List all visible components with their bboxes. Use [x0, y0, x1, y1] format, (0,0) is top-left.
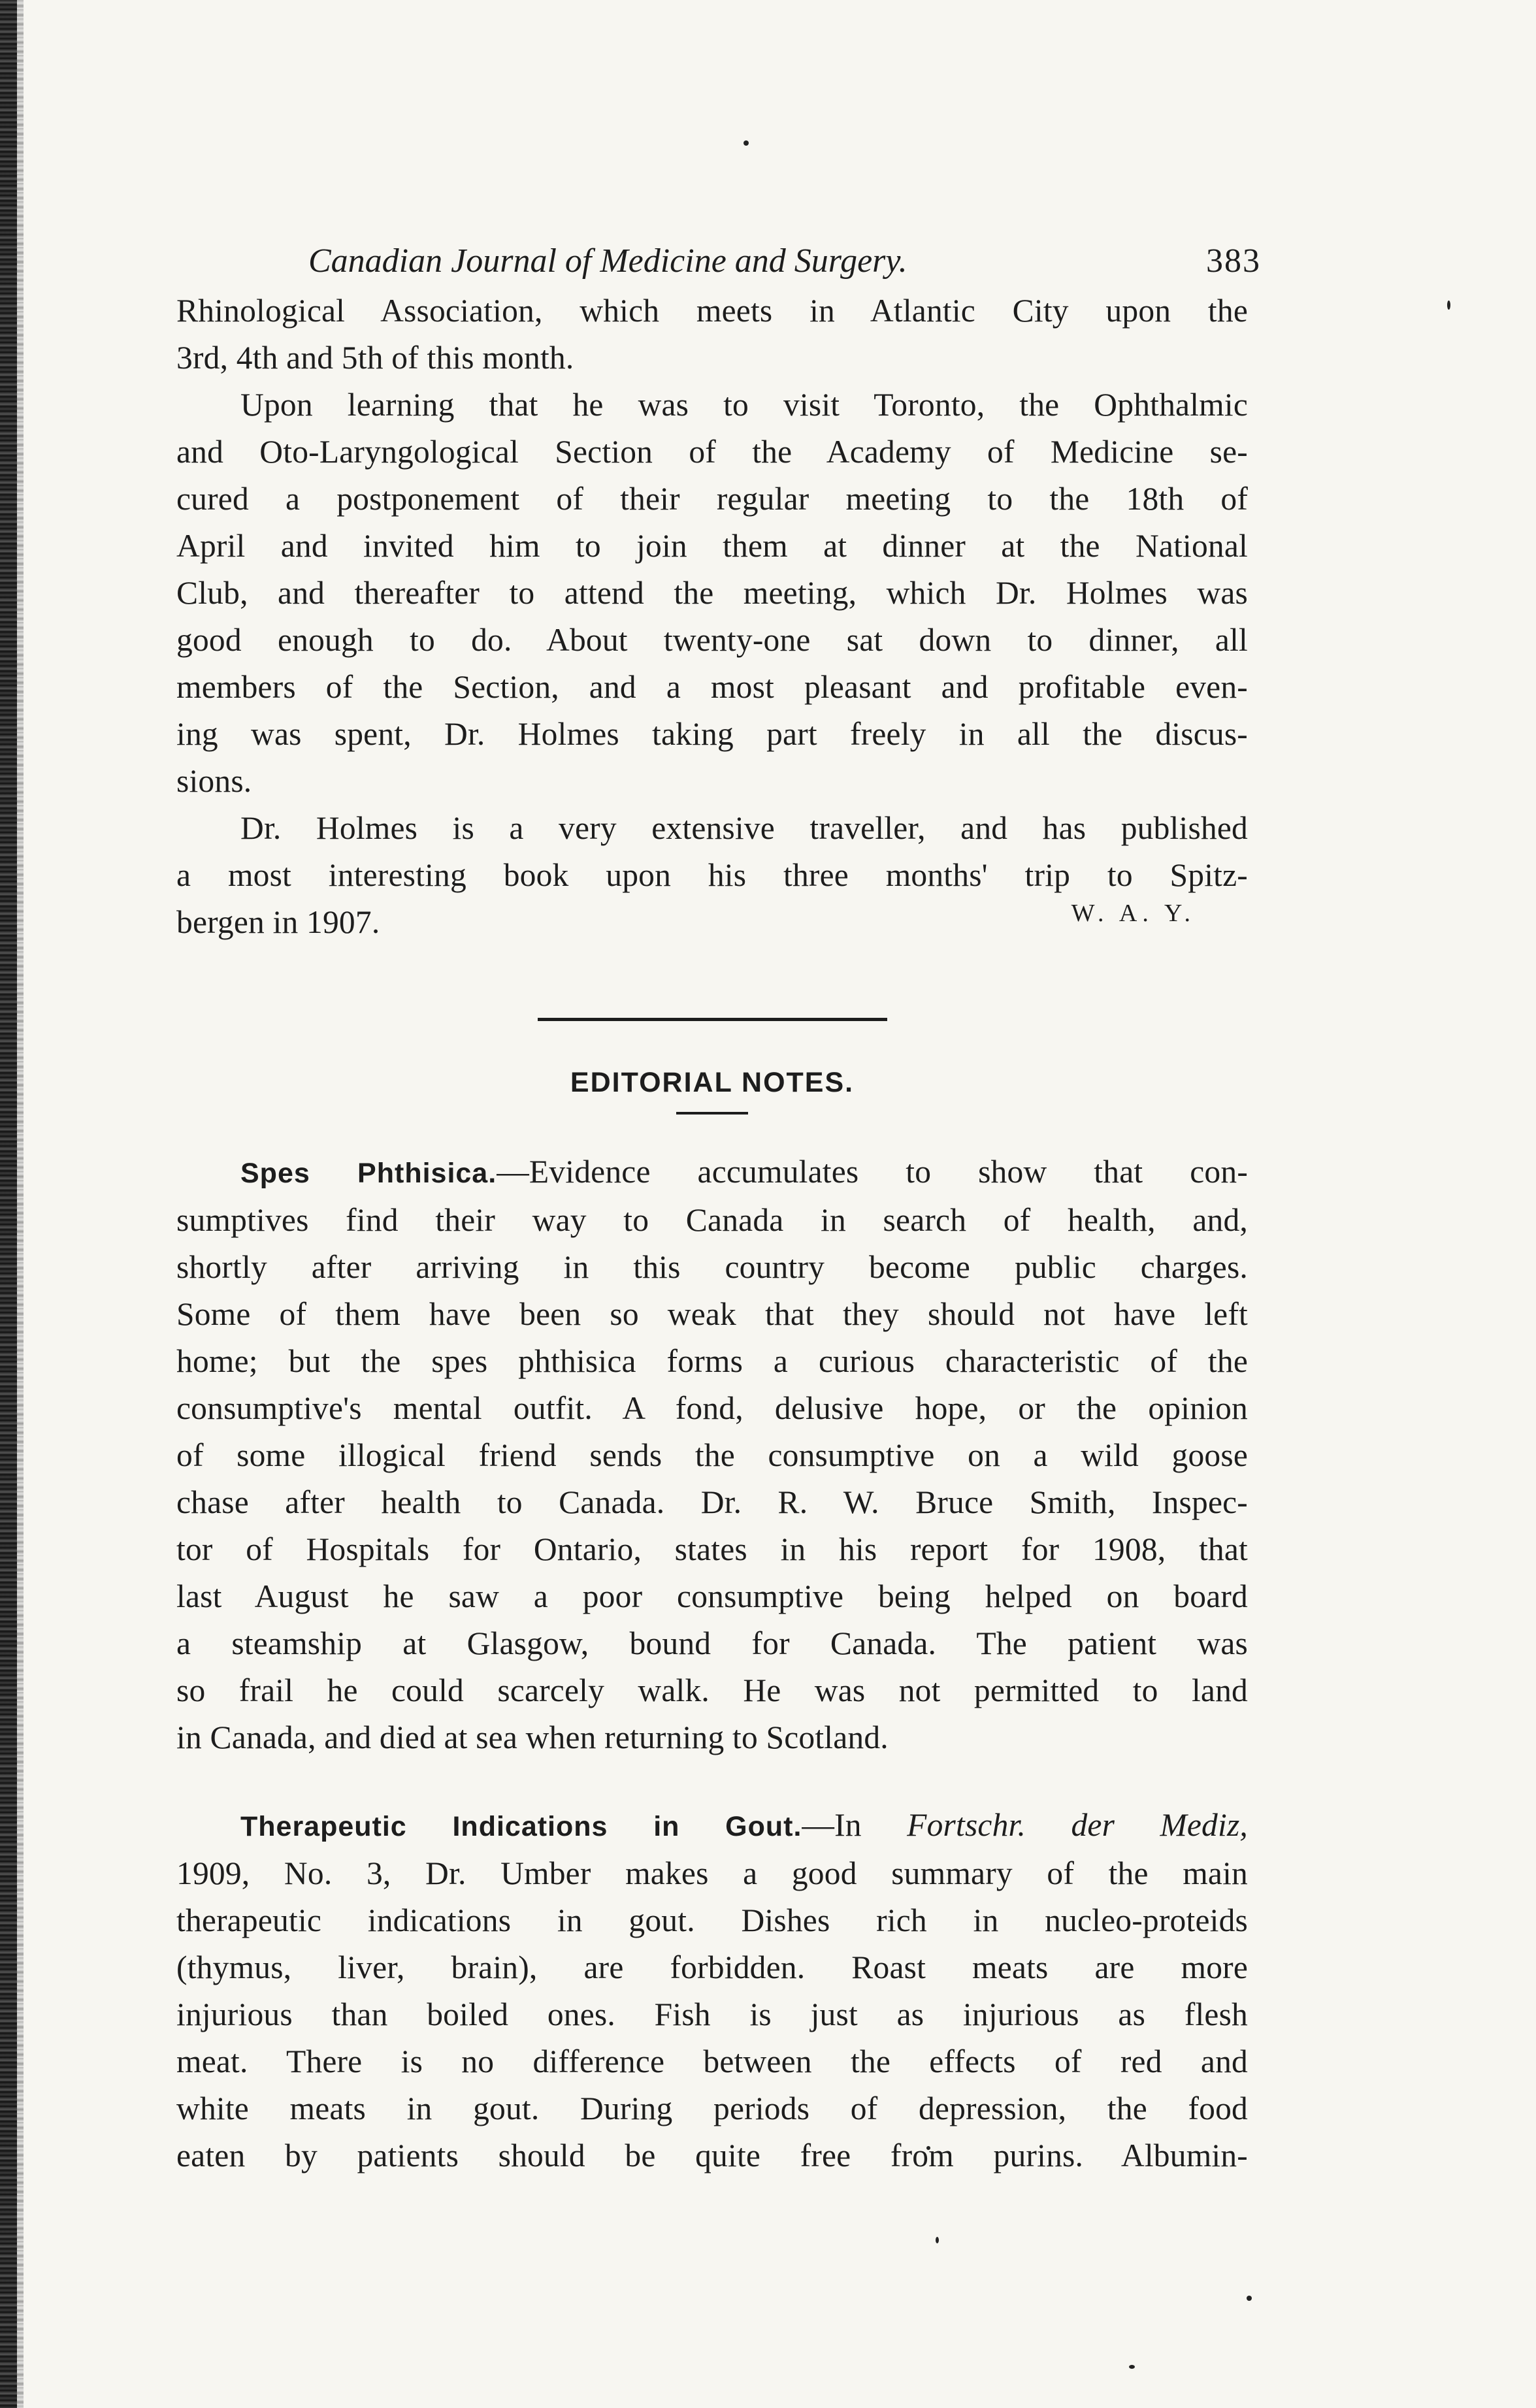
print-speck [743, 140, 749, 146]
text-line: ing was spent, Dr. Holmes taking part freely in all the discus- [176, 716, 1248, 752]
text-line: in Canada, and died at sea when returning to Scotland. [176, 1719, 889, 1755]
paragraph-continuation [176, 287, 1248, 382]
text-line: Upon learning that he was to visit Toronto, the Ophthalmic [240, 387, 1248, 423]
section-divider [538, 1018, 887, 1021]
text-line: meat. There is no difference between the effects of red and [176, 2043, 1248, 2079]
print-speck [1447, 301, 1450, 310]
text-fragment: —In [802, 1807, 907, 1843]
text-line: Some of them have been so weak that they should not have left [176, 1296, 1248, 1332]
author-signature: W. A. Y. [1071, 900, 1196, 927]
text-line: eaten by patients should be quite free from purins. Albumin- [176, 2138, 1248, 2173]
text-line: April and invited him to join them at dinner at the National [176, 528, 1248, 564]
print-speck [936, 2237, 939, 2243]
note-spes-phthisica [176, 1148, 1248, 1761]
text-line: a steamship at Glasgow, bound for Canada. The patient was [176, 1625, 1248, 1661]
text-line: sions. [176, 763, 252, 799]
text-line: (thymus, liver, brain), are forbidden. Roast meats are more [176, 1949, 1248, 1985]
text-line: Dr. Holmes is a very extensive traveller, and has published [240, 810, 1248, 846]
note-title: Therapeutic Indications in Gout. [240, 1811, 802, 1842]
text-fragment: —Evidence accumulates to show that con- [497, 1154, 1248, 1190]
page-number: 383 [1206, 242, 1261, 280]
text-line: Club, and thereafter to attend the meeting, which Dr. Holmes was [176, 575, 1248, 611]
text-line: last August he saw a poor consumptive being helped on board [176, 1578, 1248, 1614]
section-heading: EDITORIAL NOTES. [570, 1067, 855, 1098]
text-line: and Oto-Laryngological Section of the Academy of Medicine se- [176, 434, 1248, 470]
note-title: Spes Phthisica. [240, 1158, 497, 1189]
print-speck [1129, 2365, 1135, 2369]
print-speck [1247, 2296, 1252, 2301]
text-line: 1909, No. 3, Dr. Umber makes a good summary of the main [176, 1855, 1248, 1891]
text-line: white meats in gout. During periods of depression, the food [176, 2091, 1248, 2126]
paragraph-holmes-visit [176, 382, 1248, 805]
text-line: shortly after arriving in this country become public charges. [176, 1249, 1248, 1285]
journal-title: Canadian Journal of Medicine and Surgery. [308, 242, 907, 280]
text-line: Rhinological Association, which meets in Atlantic City upon the [176, 293, 1248, 329]
page-gutter-shadow [17, 0, 24, 2408]
text-line: bergen in 1907. [176, 904, 380, 940]
paragraph-traveller [176, 805, 1248, 946]
closing-line [176, 899, 1248, 946]
text-line: members of the Section, and a most pleasant and profitable even- [176, 669, 1248, 705]
book-binding-edge [0, 0, 17, 2408]
note-gout [176, 1802, 1248, 2179]
text-line: a most interesting book upon his three months' trip to Spitz- [176, 857, 1248, 893]
journal-citation: Fortschr. der Mediz, [907, 1807, 1248, 1843]
text-line: sumptives find their way to Canada in search of health, and, [176, 1202, 1248, 1238]
text-line: 3rd, 4th and 5th of this month. [176, 340, 574, 376]
text-line: tor of Hospitals for Ontario, states in his report for 1908, that [176, 1531, 1248, 1567]
text-line: so frail he could scarcely walk. He was not permitted to land [176, 1672, 1248, 1708]
text-line [176, 1148, 1248, 1197]
text-line: therapeutic indications in gout. Dishes rich in nucleo-proteids [176, 1902, 1248, 1938]
text-line [176, 1802, 1248, 1850]
page-content [176, 235, 1261, 2179]
text-line: good enough to do. About twenty-one sat down to dinner, all [176, 622, 1248, 658]
text-line: injurious than boiled ones. Fish is just as injurious as flesh [176, 1996, 1248, 2032]
running-head [176, 235, 1261, 287]
text-line: cured a postponement of their regular meeting to the 18th of [176, 481, 1248, 517]
text-line: consumptive's mental outfit. A fond, delusive hope, or the opinion [176, 1390, 1248, 1426]
text-line: chase after health to Canada. Dr. R. W. Bruce Smith, Inspec- [176, 1484, 1248, 1520]
text-line: home; but the spes phthisica forms a curious characteristic of the [176, 1343, 1248, 1379]
text-line: of some illogical friend sends the consumptive on a wild goose [176, 1437, 1248, 1473]
